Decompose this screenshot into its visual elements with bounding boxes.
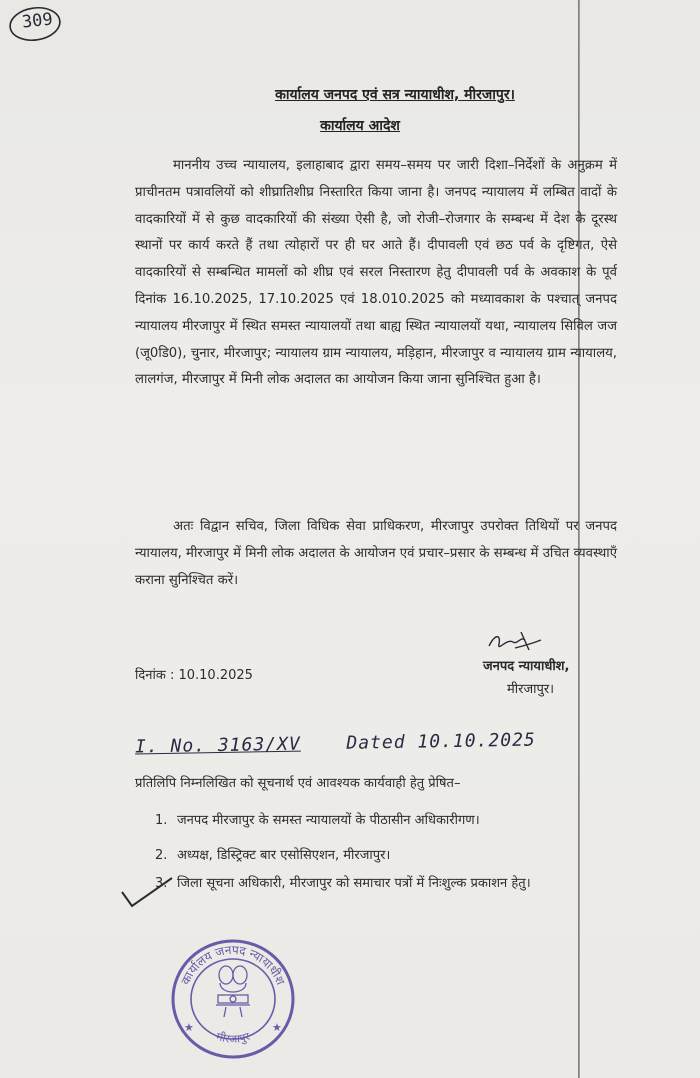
signature-block [483,655,569,701]
svg-text:★: ★ [184,1021,194,1034]
order-paragraph-2: अतः विद्वान सचिव, जिला विधिक सेवा प्राधिकरण, मीरजापुर उपरोक्त तिथियों पर जनपद न्यायालय, मीरजापुर में मिनी लोक अदालत के आयोजन एवं प्रचार–प्रसार के सम्बन्ध में उचित व्यवस्थाएँ कराना सुनिश्चित करें। [135,519,617,588]
copy-list-item [155,873,531,891]
ashoka-emblem-icon [216,966,250,1017]
office-title [45,85,700,104]
order-title [10,116,700,135]
handwritten-tick-mark [118,872,178,912]
signatory-place: मीरजापुर। [507,682,555,697]
reference-date: Dated 10.10.2025 [346,729,536,754]
copy-item-text: अध्यक्ष, डिस्ट्रिक्ट बार एसोसिएशन, मीरजापुर। [177,848,391,863]
handwritten-page-number [8,5,62,43]
copy-item-number: 1. [155,813,168,828]
copy-list-item [155,845,390,863]
copy-list-item [155,810,480,828]
seal-bottom-text: मीरजापुर [214,1029,252,1046]
signatory-designation: जनपद न्यायाधीश, [483,659,570,674]
page-number-text: 309 [21,9,54,33]
copy-item-text: जिला सूचना अधिकारी, मीरजापुर को समाचार पत्रों में निःशुल्क प्रकाशन हेतु। [177,876,531,891]
reference-number: I. No. 3163/XV [134,733,301,758]
copy-item-number: 3. [155,876,168,891]
handwritten-reference [135,730,536,758]
office-title-text: कार्यालय जनपद एवं सत्र न्यायाधीश, मीरजापुर। [275,87,515,103]
svg-text:★: ★ [272,1021,282,1034]
office-seal-stamp [168,935,298,1060]
order-date: दिनांक : 10.10.2025 [135,668,253,683]
signature-scribble [485,628,545,658]
copy-intro: प्रतिलिपि निम्नलिखित को सूचनार्थ एवं आवश्यक कार्यवाही हेतु प्रेषित– [135,776,461,791]
order-title-text: कार्यालय आदेश [320,118,400,134]
copy-item-text: जनपद मीरजापुर के समस्त न्यायालयों के पीठासीन अधिकारीगण। [177,813,480,828]
copy-item-number: 2. [155,848,168,863]
order-paragraph-1: माननीय उच्च न्यायालय, इलाहाबाद द्वारा समय–समय पर जारी दिशा–निर्देशों के अनुक्रम में प्राचीनतम पत्रावलियों को शीघ्रातिशीघ्र निस्तारित किया जाना है। जनपद न्यायालय में लम्बित वादों के वादकारियों में से कुछ वादकारियों की संख्या ऐसी है, जो रोजी–रोजगार के सम्बन्ध में देश के दूरस्थ स्थानों पर कार्य करते हैं तथा त्योहारों पर ही घर आते हैं। दीपावली एवं छठ पर्व के दृष्टिगत, ऐसे वादकारियों से सम्बन्धित मामलों को शीघ्र एवं सरल निस्तारण हेतु दीपावली पर्व के अवकाश के पूर्व दिनांक 16.10.2025, 17.10.2025 एवं 18.010.2025 को मध्यावकाश के पश्चात् जनपद न्यायालय मीरजापुर में स्थित समस्त न्यायालयों तथा बाह्य स्थित न्यायालयों यथा, न्यायालय सिविल जज (जू0डि0), चुनार, मीरजापुर; न्यायालय ग्राम न्यायालय, मड़िहान, मीरजापुर व न्यायालय ग्राम न्यायालय, लालगंज, मीरजापुर में मिनी लोक अदालत का आयोजन किया जाना सुनिश्चित हुआ है। [135,158,617,388]
seal-top-text: कार्यालय जनपद न्यायाधीश [178,942,288,987]
